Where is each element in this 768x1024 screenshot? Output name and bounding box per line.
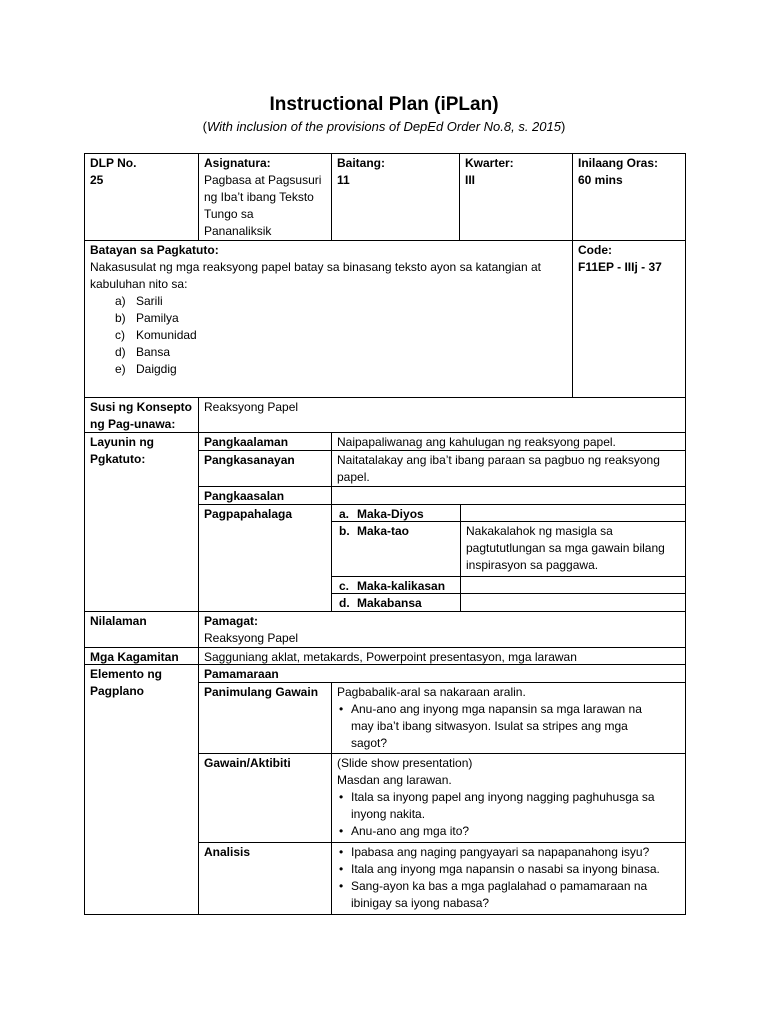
value-label: Makabansa: [357, 596, 422, 610]
susi-label: Susi ng Konsepto: [90, 400, 192, 414]
panimula-content-cell: [331, 682, 686, 754]
dlp-value: 25: [90, 173, 104, 187]
layunin-label: Layunin ng: [90, 435, 154, 449]
list-item: b) Pamilya: [115, 311, 179, 325]
susi-label: ng Pag-unawa:: [90, 417, 176, 431]
layunin-label: Pgkatuto:: [90, 452, 146, 466]
batayan-list: [90, 293, 567, 378]
panimula-label: Panimulang Gawain: [204, 685, 319, 699]
kwarter-label: Kwarter:: [465, 156, 514, 170]
batayan-text: Nakasusulat ng mga reaksyong papel batay sa binasang teksto ayon sa katangian at: [90, 260, 541, 274]
nilalaman-value-cell: [198, 611, 686, 648]
layunin-label-cell: [84, 432, 199, 612]
nilalaman-label-cell: [84, 611, 199, 648]
analisis-label: Analisis: [204, 845, 251, 859]
value-desc-maka-kalikasan: [460, 576, 686, 594]
batayan-text: kabuluhan nito sa:: [90, 277, 188, 291]
value-cell-maka-tao: b. Maka-tao: [331, 521, 461, 577]
batayan-label: Batayan sa Pagkatuto:: [90, 243, 219, 257]
batayan-cell: [84, 240, 573, 398]
list-item: • Itala sa inyong papel ang inyong nagging paghuhusga sa inyong nakita.: [339, 790, 655, 821]
asignatura-line: Pananaliksik: [204, 224, 272, 238]
elemento-label-cell: [84, 664, 199, 915]
pangkasanayan-label: Pangkasanayan: [204, 453, 295, 467]
pangkasanayan-label-cell: [198, 450, 332, 487]
pangkaalaman-value: Naipapaliwanag ang kahulugan ng reaksyong papel.: [337, 435, 616, 449]
nilalaman-label: Nilalaman: [90, 614, 147, 628]
analisis-content-cell: [331, 842, 686, 915]
gawain-label: Gawain/Aktibiti: [204, 756, 291, 770]
code-label: Code:: [578, 243, 612, 257]
list-item: • Itala ang inyong mga napansin o nasabi sa inyong binasa.: [339, 862, 660, 876]
pangkasanayan-value-cell: [331, 450, 686, 487]
list-item: c) Komunidad: [115, 328, 197, 342]
list-item: a) Sarili: [115, 294, 163, 308]
pangkaalaman-label-cell: [198, 432, 332, 451]
pamagat-value: Reaksyong Papel: [204, 631, 299, 645]
asignatura-line: Tungo sa: [204, 207, 254, 221]
panimula-bullets: [337, 701, 680, 752]
pagpapahalaga-label-cell: [198, 504, 332, 612]
kagamitan-label-cell: [84, 647, 199, 665]
code-cell: [572, 240, 686, 398]
code-value: F11EP - IIIj - 37: [578, 260, 662, 274]
pangkaalaman-label: Pangkaalaman: [204, 435, 289, 449]
kwarter-value: III: [465, 173, 476, 187]
value-label: Maka-kalikasan: [357, 579, 446, 593]
oras-cell: [572, 153, 686, 241]
value-desc-makabansa: [460, 593, 686, 612]
gawain-content-cell: [331, 753, 686, 843]
list-item: e) Daigdig: [115, 362, 177, 376]
baitang-cell: [331, 153, 460, 241]
pamagat-label: Pamagat:: [204, 614, 259, 628]
pangkaasalan-value-cell: [331, 486, 686, 505]
list-item: • Ipabasa ang naging pangyayari sa napapanahong isyu?: [339, 845, 650, 859]
value-desc-maka-tao: [460, 521, 686, 577]
asignatura-label: Asignatura:: [204, 156, 271, 170]
kagamitan-label: Mga Kagamitan: [90, 650, 179, 664]
asignatura-cell: [198, 153, 332, 241]
value-cell-maka-diyos: a. Maka-Diyos: [331, 504, 461, 522]
susi-label-cell: [84, 397, 199, 433]
oras-label: Inilaang Oras:: [578, 156, 659, 170]
analisis-bullets: [337, 844, 680, 912]
susi-value: Reaksyong Papel: [204, 400, 299, 414]
dlp-cell: [84, 153, 199, 241]
pangkaasalan-label-cell: [198, 486, 332, 505]
gawain-intro: Masdan ang larawan.: [337, 773, 452, 787]
kagamitan-value-cell: [198, 647, 686, 665]
value-description: pagtututlungan sa mga gawain bilang: [466, 541, 665, 555]
value-cell-makabansa: d. Makabansa: [331, 593, 461, 612]
asignatura-line: Pagbasa at Pagsusuri: [204, 173, 322, 187]
value-desc-maka-diyos: [460, 504, 686, 522]
list-item: d) Bansa: [115, 345, 171, 359]
gawain-bullets: [337, 789, 680, 840]
value-label: Maka-Diyos: [357, 507, 424, 521]
pangkasanayan-value: Naitatalakay ang iba’t ibang paraan sa pagbuo ng reaksyong: [337, 453, 660, 467]
list-item: • Anu-ano ang mga ito?: [339, 824, 470, 838]
value-description: Nakakalahok ng masigla sa: [466, 524, 613, 538]
dlp-label: DLP No.: [90, 156, 137, 170]
baitang-label: Baitang:: [337, 156, 385, 170]
pamamaraan-heading: Pamamaraan: [204, 667, 279, 681]
panimula-intro: Pagbabalik-aral sa nakaraan aralin.: [337, 685, 526, 699]
oras-value: 60 mins: [578, 173, 623, 187]
kwarter-cell: [459, 153, 573, 241]
elemento-label: Pagplano: [90, 684, 145, 698]
kagamitan-value: Sagguniang aklat, metakards, Powerpoint presentasyon, mga larawan: [204, 650, 577, 664]
value-description: inspirasyon sa paggawa.: [466, 558, 599, 572]
document-title: Instructional Plan (iPLan): [269, 94, 499, 115]
document-subtitle: (With inclusion of the provisions of DepEd Order No.8, s. 2015): [202, 119, 566, 134]
analisis-label-cell: [198, 842, 332, 915]
pangkaasalan-label: Pangkaasalan: [204, 489, 285, 503]
pamamaraan-cell: [198, 664, 686, 683]
pangkaalaman-value-cell: [331, 432, 686, 451]
panimula-label-cell: [198, 682, 332, 754]
value-label: Maka-tao: [357, 524, 410, 538]
list-item: • Anu-ano ang inyong mga napansin sa mga larawan na may iba’t ibang sitwasyon. Isulat sa stripes ang mga sagot?: [339, 702, 642, 750]
list-item: • Sang-ayon ka bas a mga paglalahad o pamamaraan na ibinigay sa iyong nabasa?: [339, 879, 648, 910]
asignatura-line: ng Iba’t ibang Teksto: [204, 190, 314, 204]
gawain-label-cell: [198, 753, 332, 843]
value-cell-maka-kalikasan: c. Maka-kalikasan: [331, 576, 461, 594]
gawain-intro: (Slide show presentation): [337, 756, 473, 770]
pagpapahalaga-label: Pagpapahalaga: [204, 507, 293, 521]
susi-value-cell: [198, 397, 686, 433]
baitang-value: 11: [337, 173, 350, 187]
elemento-label: Elemento ng: [90, 667, 163, 681]
pangkasanayan-value: papel.: [337, 470, 370, 484]
